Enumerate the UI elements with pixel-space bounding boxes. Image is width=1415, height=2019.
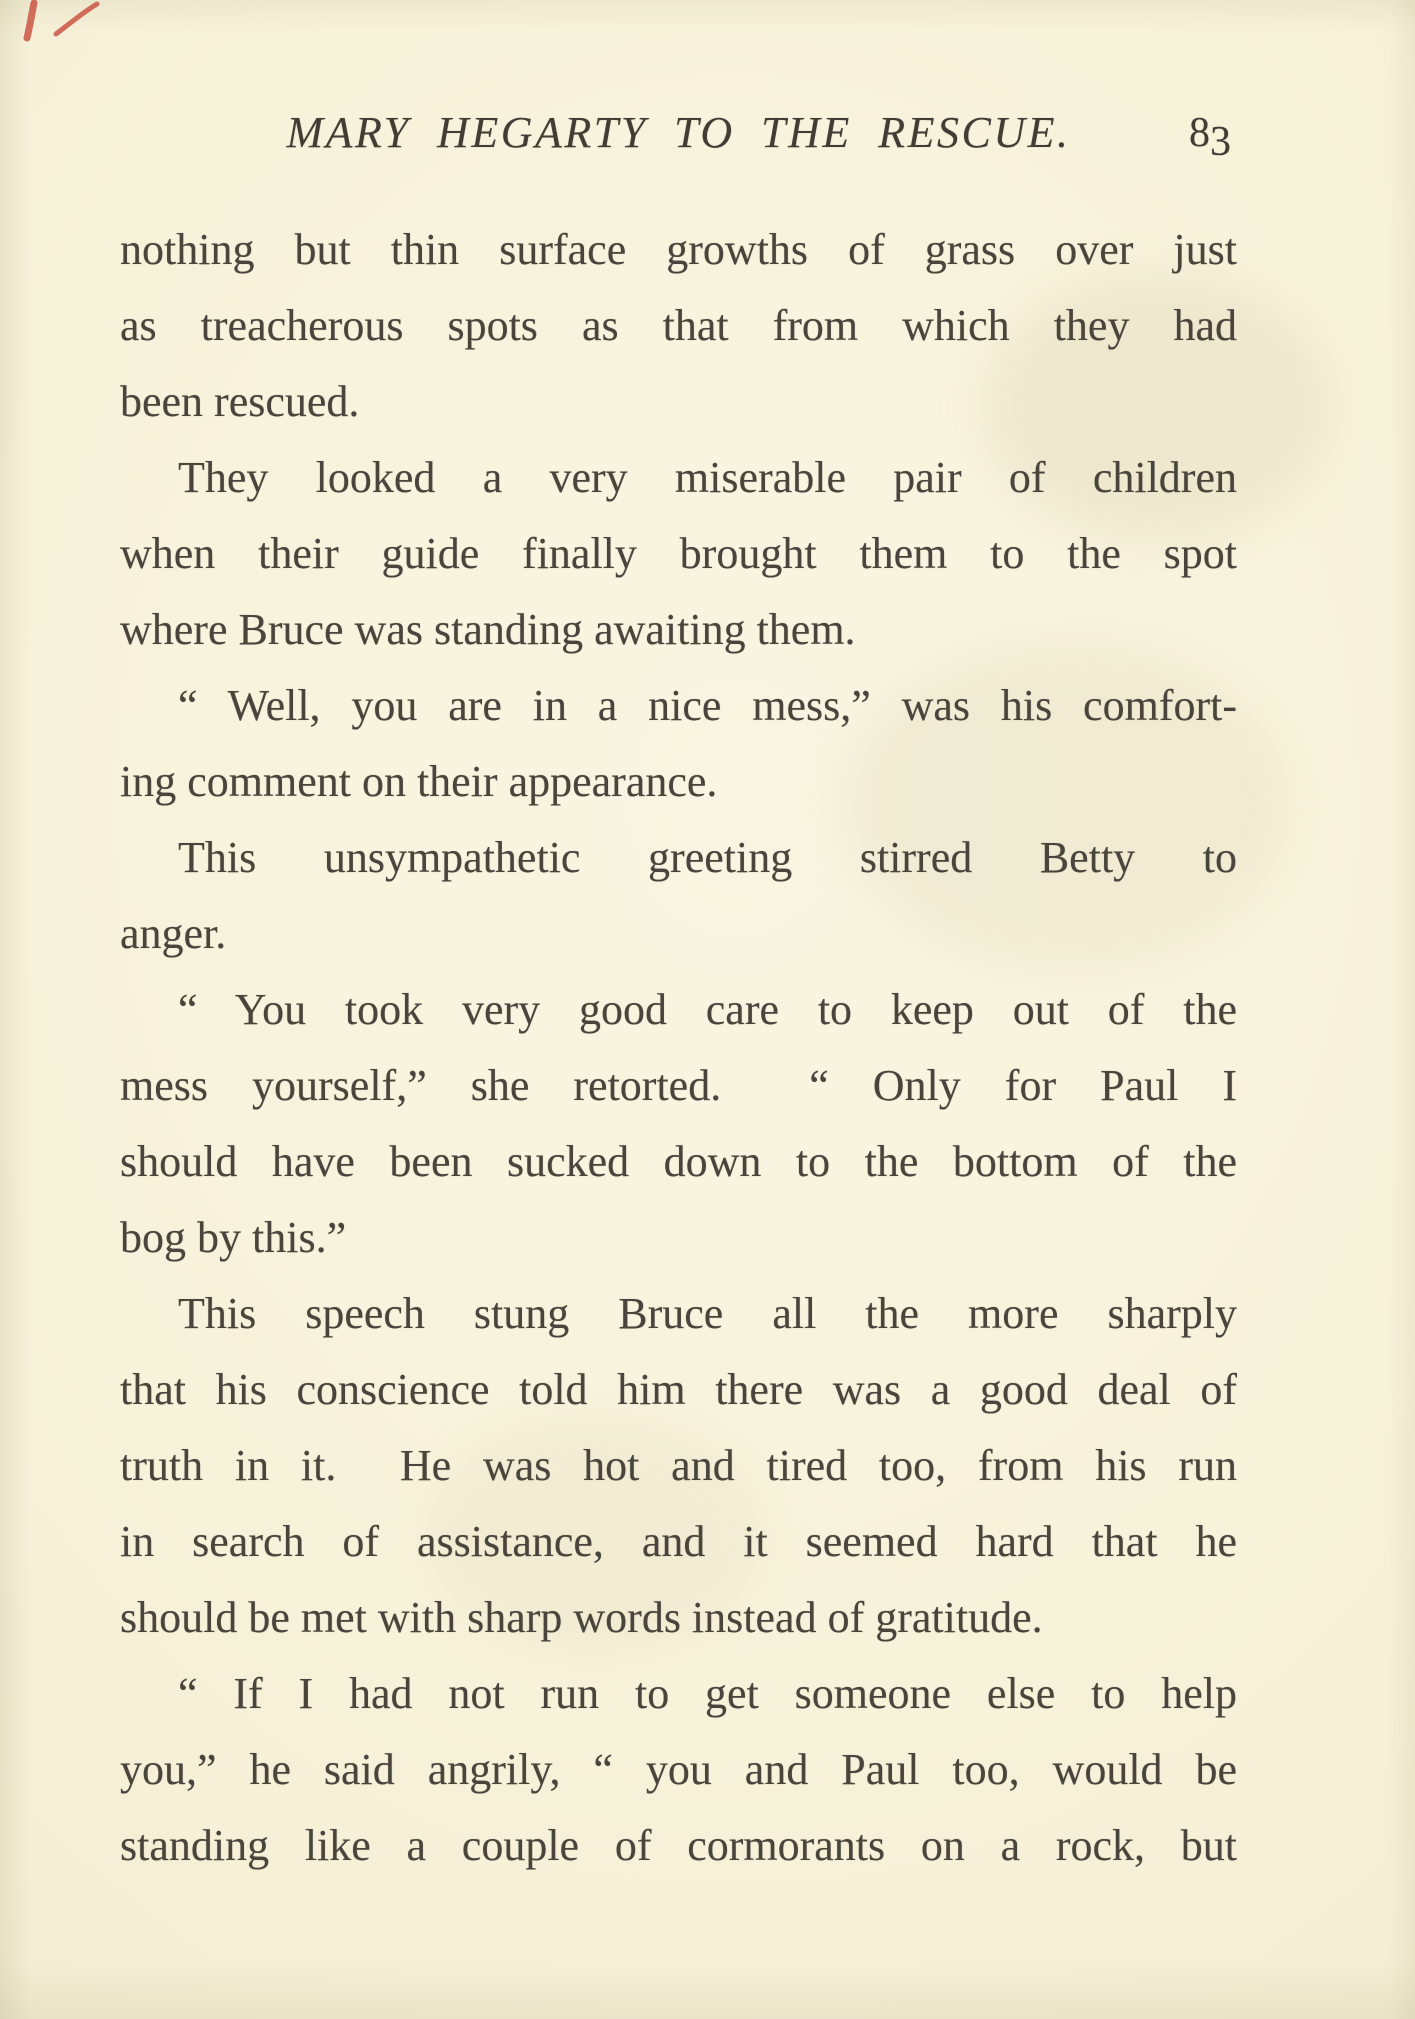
paragraph: [120, 820, 1237, 972]
paragraph: [120, 972, 1237, 1276]
text-line: This speech stung Bruce all the more sharply: [178, 1289, 1237, 1338]
text-line: should have been sucked down to the bottom of the: [120, 1137, 1237, 1186]
paragraph: [120, 1276, 1237, 1656]
text-line: you,” he said angrily, “ you and Paul too, would be: [120, 1745, 1237, 1794]
text-line: in search of assistance, and it seemed hard that he: [120, 1517, 1237, 1566]
text-line: They looked a very miserable pair of children: [178, 453, 1237, 502]
page-number: [1189, 110, 1231, 165]
running-head: [120, 106, 1237, 165]
page-title: MARY HEGARTY TO THE RESCUE.: [286, 108, 1071, 157]
paragraph: [120, 440, 1237, 668]
text-line: anger.: [120, 909, 227, 958]
text-line: This unsympathetic greeting stirred Betty to: [178, 833, 1237, 882]
paragraph: [120, 668, 1237, 820]
text-line: that his conscience told him there was a good deal of: [120, 1365, 1237, 1414]
text-line: bog by this.”: [120, 1213, 347, 1262]
red-pen-stroke: [56, 4, 97, 34]
paragraph: [120, 1656, 1237, 1884]
text-line: ing comment on their appearance.: [120, 757, 718, 806]
paragraph: [120, 212, 1237, 440]
red-pen-stroke: [27, 3, 34, 38]
text-line: as treacherous spots as that from which they had: [120, 301, 1237, 350]
text-line: should be met with sharp words instead of gratitude.: [120, 1593, 1043, 1642]
text-line: when their guide finally brought them to the spot: [120, 529, 1237, 578]
text-line: where Bruce was standing awaiting them.: [120, 605, 856, 654]
page-number-digit: 8: [1189, 110, 1210, 156]
text-line: standing like a couple of cormorants on a rock, but: [120, 1821, 1237, 1870]
page-number-digit: 3: [1210, 119, 1231, 165]
text-block: [120, 212, 1237, 1884]
text-line: “ You took very good care to keep out of the: [178, 985, 1237, 1034]
text-line: nothing but thin surface growths of grass over just: [120, 225, 1237, 274]
text-line: mess yourself,” she retorted. “ Only for Paul I: [120, 1061, 1237, 1110]
text-line: “ Well, you are in a nice mess,” was his comfort-: [178, 681, 1237, 730]
text-line: truth in it. He was hot and tired too, from his run: [120, 1441, 1237, 1490]
red-pen-marks: [12, 0, 108, 48]
text-line: “ If I had not run to get someone else to help: [178, 1669, 1237, 1718]
text-line: been rescued.: [120, 377, 360, 426]
